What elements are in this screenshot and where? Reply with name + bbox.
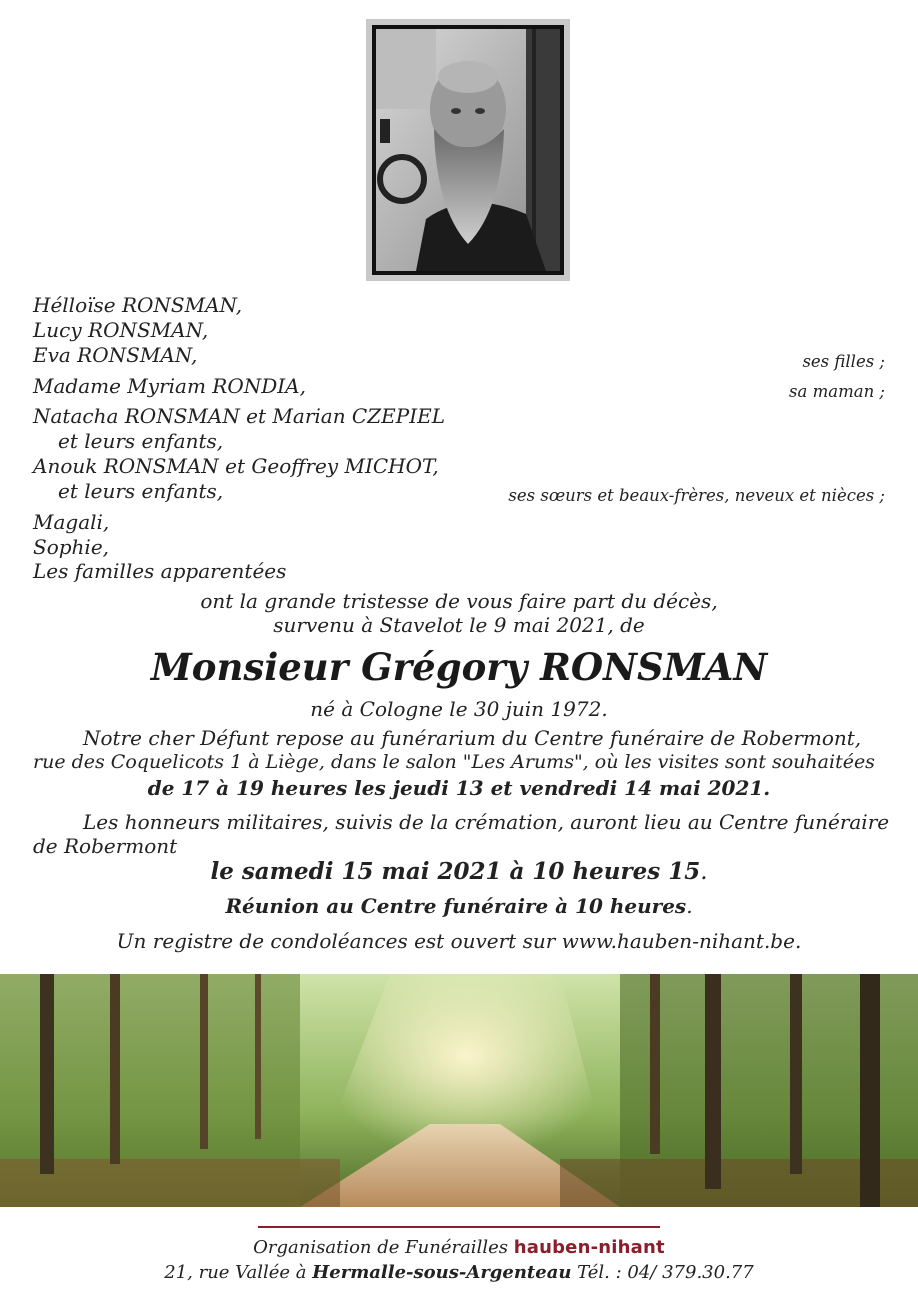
birth-info: né à Cologne le 30 juin 1972. bbox=[310, 697, 608, 721]
address-prefix: 21, rue Vallée à bbox=[164, 1262, 313, 1283]
relation-siblings: ses sœurs et beaux-frères, neveux et nièces ; bbox=[508, 486, 885, 505]
address-town: Hermalle-sous-Argenteau bbox=[312, 1262, 572, 1283]
family-member: Sophie, bbox=[33, 535, 110, 559]
visits-line: Notre cher Défunt repose au funérarium du Centre funéraire de Robermont, bbox=[83, 726, 862, 750]
footer-address bbox=[0, 1261, 918, 1285]
family-member: Natacha RONSMAN et Marian CZEPIEL bbox=[33, 404, 445, 428]
relation-daughters: ses filles ; bbox=[802, 352, 885, 371]
ceremony-line: Les honneurs militaires, suivis de la crémation, auront lieu au Centre funéraire bbox=[83, 810, 890, 834]
relation-mother: sa maman ; bbox=[789, 382, 885, 401]
portrait-frame bbox=[366, 19, 570, 281]
address-phone: Tél. : 04/ 379.30.77 bbox=[571, 1262, 754, 1283]
announcement-line: ont la grande tristesse de vous faire part du décès, bbox=[200, 589, 718, 613]
footer-divider bbox=[258, 1226, 660, 1228]
family-member: Hélloïse RONSMAN, bbox=[33, 293, 243, 317]
forest-path-image bbox=[0, 974, 918, 1207]
brand-logo: hauben-nihant bbox=[513, 1237, 665, 1258]
ceremony-date bbox=[0, 857, 918, 887]
family-member-note: et leurs enfants, bbox=[58, 479, 224, 503]
announcement-line: survenu à Stavelot le 9 mai 2021, de bbox=[273, 613, 645, 637]
family-member: Magali, bbox=[33, 510, 110, 534]
ceremony-date-end: . bbox=[700, 859, 708, 885]
meeting-text: Réunion au Centre funéraire à 10 heures bbox=[225, 894, 687, 918]
family-member: Eva RONSMAN, bbox=[33, 343, 198, 367]
organisation-label: Organisation de Funérailles bbox=[253, 1237, 514, 1258]
footer-organisation bbox=[0, 1236, 918, 1260]
deceased-name: Monsieur Grégory RONSMAN bbox=[150, 645, 768, 689]
family-member: Madame Myriam RONDIA, bbox=[33, 374, 306, 398]
condolence-register: Un registre de condoléances est ouvert sur www.hauben-nihant.be. bbox=[116, 929, 802, 953]
meeting-info bbox=[0, 893, 918, 919]
visits-line: rue des Coquelicots 1 à Liège, dans le salon "Les Arums", où les visites sont souhaitées bbox=[33, 751, 875, 773]
meeting-end: . bbox=[686, 894, 693, 918]
family-member: Les familles apparentées bbox=[33, 559, 287, 583]
visits-hours: de 17 à 19 heures les jeudi 13 et vendredi 14 mai 2021. bbox=[147, 776, 771, 800]
ceremony-line: de Robermont bbox=[33, 834, 178, 858]
ceremony-date-text: le samedi 15 mai 2021 à 10 heures 15 bbox=[210, 858, 701, 885]
portrait-photo bbox=[372, 25, 564, 275]
portrait-image bbox=[376, 29, 560, 271]
family-member-note: et leurs enfants, bbox=[58, 429, 224, 453]
family-member: Anouk RONSMAN et Geoffrey MICHOT, bbox=[33, 454, 439, 478]
family-member: Lucy RONSMAN, bbox=[33, 318, 209, 342]
